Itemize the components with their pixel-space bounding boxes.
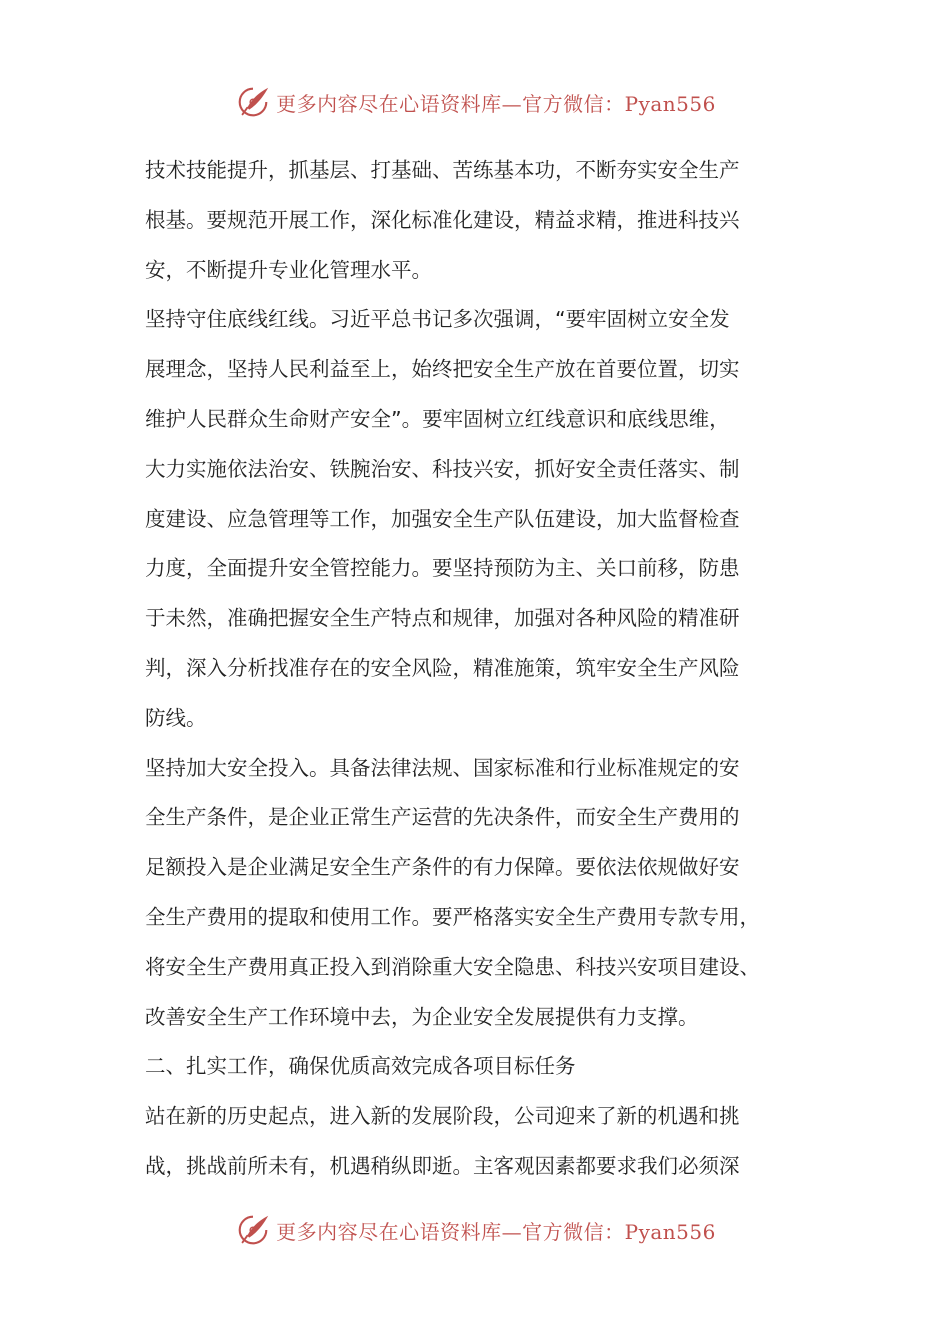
quill-pen-logo-icon	[234, 83, 272, 121]
text-line: 足额投入是企业满足安全生产条件的有力保障。要依法依规做好安	[145, 855, 740, 880]
text-line: 战，挑战前所未有，机遇稍纵即逝。主客观因素都要求我们必须深	[145, 1153, 740, 1178]
text-line: 维护人民群众生命财产安全”。要牢固树立红线意识和底线思维，	[145, 406, 730, 431]
text-line: 展理念，坚持人民利益至上，始终把安全生产放在首要位置，切实	[145, 357, 740, 382]
document-body	[145, 146, 810, 1192]
text-line: 于未然，准确把握安全生产特点和规律，加强对各种风险的精准研	[145, 606, 740, 631]
text-line: 度建设、应急管理等工作，加强安全生产队伍建设，加大监督检查	[145, 506, 740, 531]
quill-pen-logo-icon	[234, 1211, 272, 1249]
text-line: 全生产费用的提取和使用工作。要严格落实安全生产费用专款专用，	[145, 904, 760, 929]
section-heading: 二、扎实工作，确保优质高效完成各项目标任务	[145, 1054, 576, 1079]
header-banner	[0, 82, 950, 122]
text-line: 力度，全面提升安全管控能力。要坚持预防为主、关口前移，防患	[145, 556, 740, 581]
text-line: 大力实施依法治安、铁腕治安、科技兴安，抓好安全责任落实、制	[145, 456, 740, 481]
text-line: 防线。	[145, 705, 207, 730]
text-line: 技术技能提升，抓基层、打基础、苦练基本功，不断夯实安全生产	[145, 158, 740, 182]
text-line: 根基。要规范开展工作，深化标准化建设，精益求精，推进科技兴	[145, 207, 740, 232]
text-line: 站在新的历史起点，进入新的发展阶段，公司迎来了新的机遇和挑	[145, 1104, 740, 1129]
footer-banner-text: 更多内容尽在心语资料库—官方微信：Pyan556	[276, 1219, 716, 1244]
text-line: 安，不断提升专业化管理水平。	[145, 257, 432, 282]
text-line: 坚持守住底线红线。习近平总书记多次强调，“要牢固树立安全发	[145, 307, 730, 332]
text-line: 将安全生产费用真正投入到消除重大安全隐患、科技兴安项目建设、	[145, 954, 760, 979]
header-banner-text: 更多内容尽在心语资料库—官方微信：Pyan556	[276, 91, 716, 116]
text-line: 改善安全生产工作环境中去，为企业安全发展提供有力支撑。	[145, 1004, 699, 1029]
text-line: 全生产条件，是企业正常生产运营的先决条件，而安全生产费用的	[145, 805, 740, 830]
text-line: 判，深入分析找准存在的安全风险，精准施策，筑牢安全生产风险	[145, 655, 740, 680]
text-line: 坚持加大安全投入。具备法律法规、国家标准和行业标准规定的安	[145, 755, 740, 780]
footer-banner	[0, 1210, 950, 1250]
